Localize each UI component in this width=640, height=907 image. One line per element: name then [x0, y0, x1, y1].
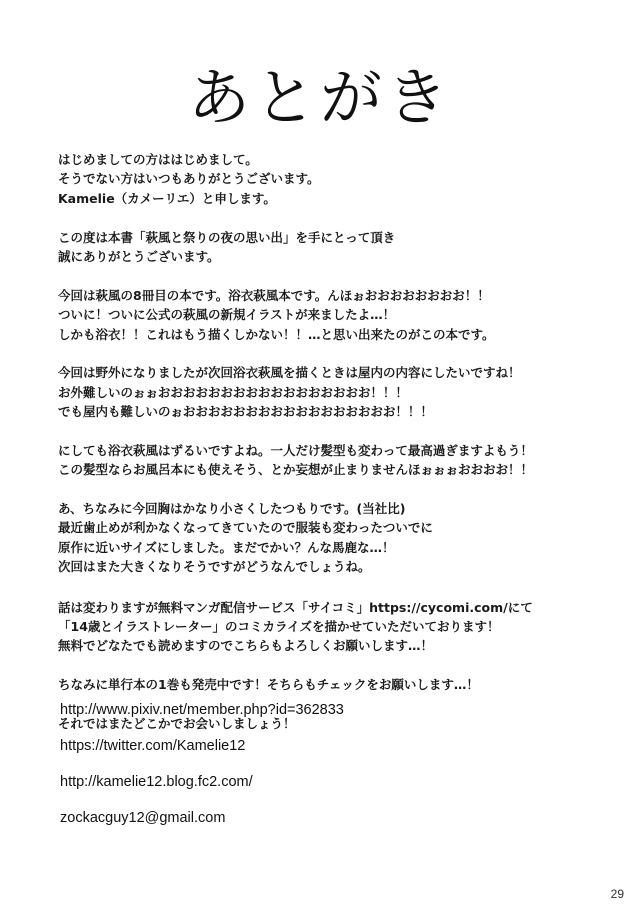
text-line: にしても浴衣萩風はずるいですよね。一人だけ髪型も変わって最高過ぎますよもう！	[58, 442, 533, 458]
text-line: Kamelie（カメーリエ）と申します。	[58, 190, 276, 206]
paragraph-size-note	[58, 499, 618, 577]
text-line: ちなみに単行本の1巻も発売中です！そちらもチェックをお願いします…！	[58, 677, 479, 693]
text-line: でも屋内も難しいのぉおおおおおおおおおおおおおおおおお！！！	[58, 404, 433, 420]
twitter-link[interactable]: https://twitter.com/Kamelie12	[60, 738, 246, 754]
page-number: 29	[610, 887, 624, 901]
text-line: 無料でどなたでも読めますのでこちらもよろしくお願いします…！	[58, 638, 434, 654]
paragraph-hairstyle	[58, 441, 618, 480]
afterword-body	[58, 150, 618, 753]
text-line: お外難しいのぉぉおおおおおおおおおおおおおおおおお！！！	[58, 384, 408, 400]
paragraph-cycomi	[58, 598, 618, 656]
text-line: 原作に近いサイズにしました。まだでかい？んな馬鹿な…！	[58, 539, 395, 555]
page-title: あとがき	[187, 61, 452, 134]
text-line: あ、ちなみに今回胸はかなり小さくしたつもりです。(当社比)	[58, 501, 406, 517]
text-line: 今回は野外になりましたが次回浴衣萩風を描くときは屋内の内容にしたいですね！	[58, 365, 521, 381]
blog-link[interactable]: http://kamelie12.blog.fc2.com/	[60, 774, 253, 790]
paragraph-thanks	[58, 228, 618, 267]
text-line: 次回はまた大きくなりそうですがどうなんでしょうね。	[58, 559, 371, 575]
pixiv-link[interactable]: http://www.pixiv.net/member.php?id=362833	[60, 702, 344, 718]
paragraph-eighth-book	[58, 286, 618, 344]
text-line: 話は変わりますが無料マンガ配信サービス「サイコミ」https://cycomi.com/にて	[58, 599, 533, 615]
text-line: 「14歳とイラストレーター」のコミカライズを描かせていただいております！	[58, 618, 500, 634]
text-line: 今回は萩風の8冊目の本です。浴衣萩風本です。んほぉおおおおおおおお！！	[58, 287, 490, 303]
text-line: それではまたどこかでお会いしましょう！	[58, 715, 296, 731]
text-line: しかも浴衣！！これはもう描くしかない！！…と思い出来たのがこの本です。	[58, 326, 495, 342]
text-line: この度は本書「萩風と祭りの夜の思い出」を手にとって頂き	[58, 229, 396, 245]
text-line: そうでない方はいつもありがとうございます。	[58, 171, 320, 187]
paragraph-next-time	[58, 363, 618, 421]
email-address[interactable]: zockacguy12@gmail.com	[60, 810, 226, 826]
paragraph-greeting	[58, 150, 618, 208]
text-line: この髪型ならお風呂本にも使えそう、とか妄想が止まりませんほぉぉぉおおおお！！	[58, 462, 534, 478]
text-line: はじめましての方ははじめまして。	[58, 152, 258, 167]
contact-links	[60, 700, 580, 844]
text-line: ついに！ついに公式の萩風の新規イラストが来ましたよ…！	[58, 307, 396, 323]
paragraph-volume-one	[58, 675, 618, 694]
text-line: 最近歯止めが利かなくなってきていたので服装も変わったついでに	[58, 520, 433, 536]
text-line: 誠にありがとうございます。	[58, 248, 220, 264]
